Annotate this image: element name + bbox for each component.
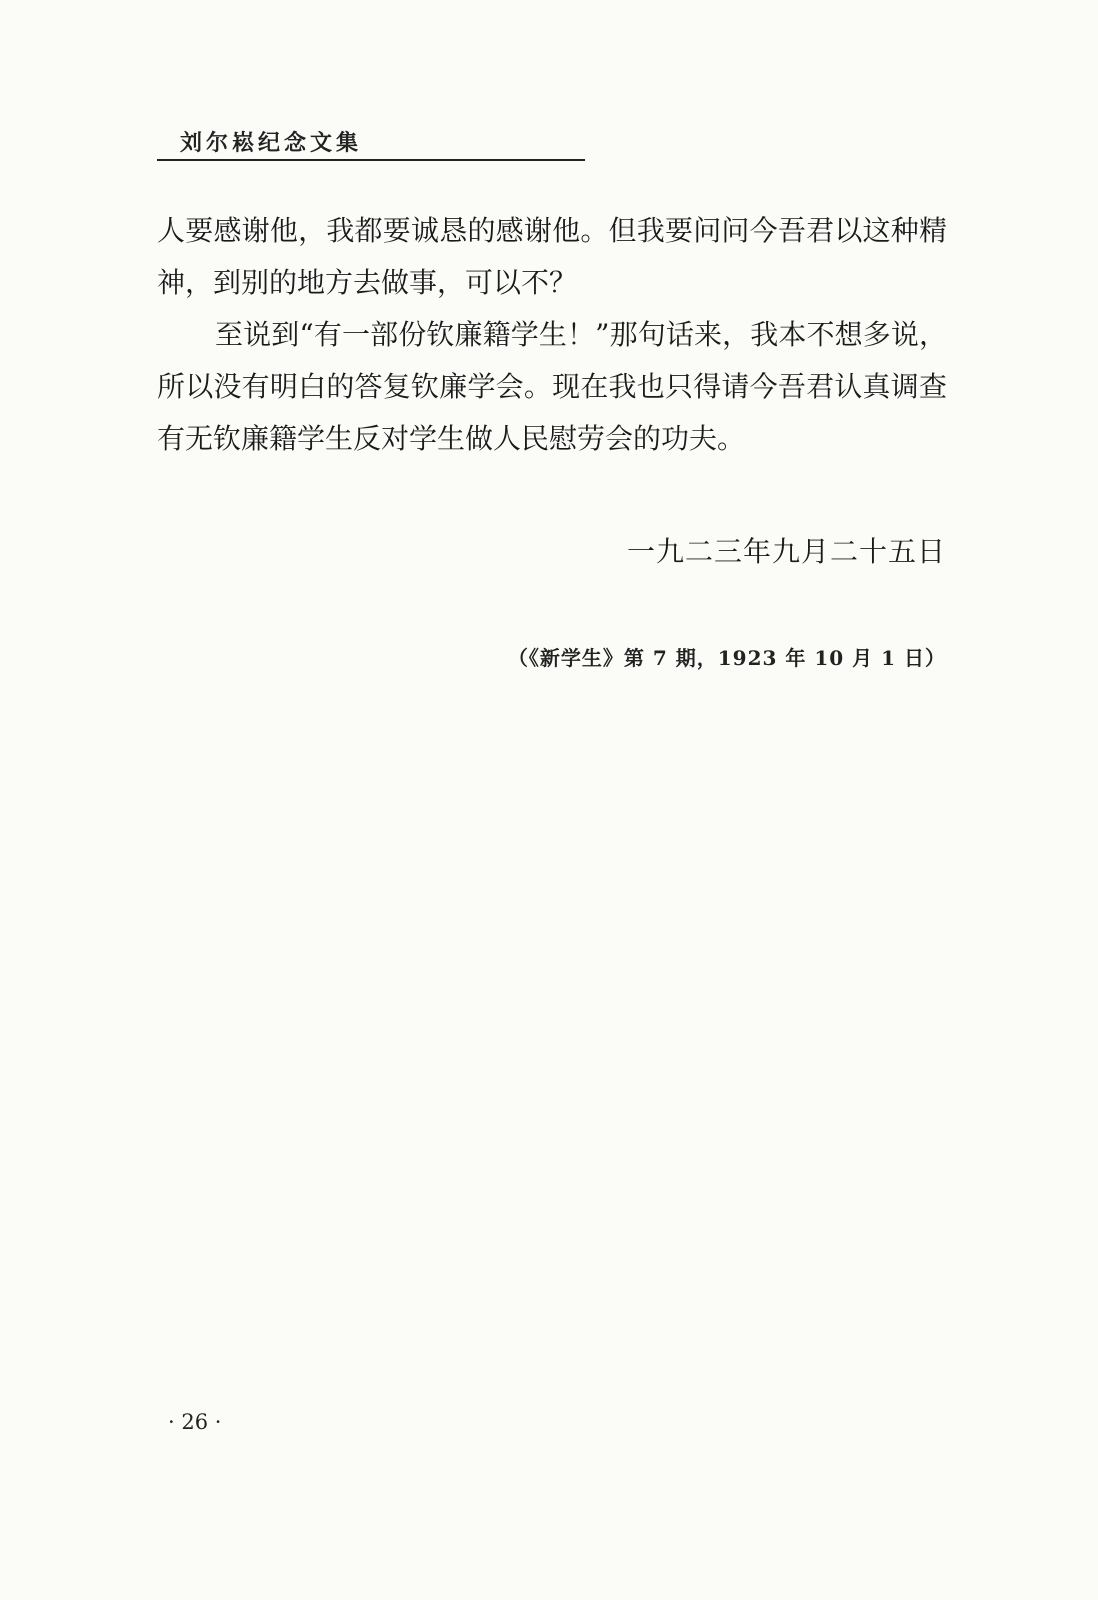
paragraph-continued: 人要感谢他，我都要诚恳的感谢他。但我要问问今吾君以这种精神，到别的地方去做事，可以不？ <box>157 214 947 299</box>
body-text <box>157 205 947 465</box>
source-citation: （《新学生》第 7 期，1923 年 10 月 1 日） <box>507 646 946 670</box>
signature-date: 一九二三年九月二十五日 <box>626 535 946 568</box>
header-rule <box>157 159 585 161</box>
page-number: · 26 · <box>168 1410 222 1434</box>
running-head-title: 刘尔崧纪念文集 <box>180 130 363 156</box>
paragraph: 至说到“有一部份钦廉籍学生！”那句话来，我本不想多说，所以没有明白的答复钦廉学会。现在我也只得请今吾君认真调查有无钦廉籍学生反对学生做人民慰劳会的功夫。 <box>157 318 947 455</box>
